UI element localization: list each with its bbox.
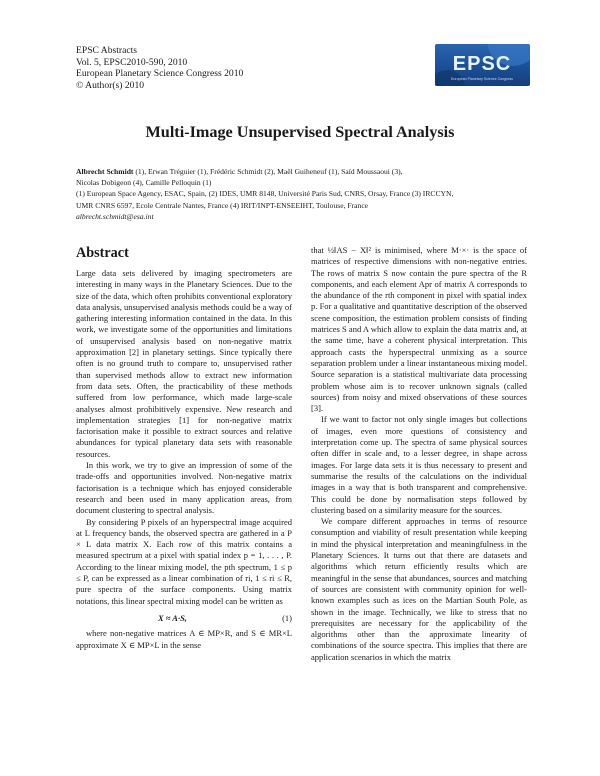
left-paragraph-3: By considering P pixels of an hyperspectral image acquired at L frequency bands, the observed spectra are gathered in a P × L data matrix X. Each row of this matrix contains a measured spectrum at a pixel with spatial index p = 1, . . . , P. According to the linear mixing model, the pth spectrum, 1 ≤ p ≤ P, can be expressed as a linear combination of ri, 1 ≤ ri ≤ R, pure spectra of the surface components. Using matrix notations, this linear spectral mixing model can be written as xyxy=(76,516,292,606)
equation-1 xyxy=(76,613,292,624)
publication-header xyxy=(76,45,243,91)
left-paragraph-2: In this work, we try to give an impression of some of the trade-offs and opportunities involved. Non-negative matrix factorisation is a technique which has enjoyed considerable research and been used in many application areas, from document clustering to spectral analysis. xyxy=(76,460,292,516)
lead-author: Albrecht Schmidt xyxy=(76,167,134,176)
header-line-congress: European Planetary Science Congress 2010 xyxy=(76,68,244,80)
affiliation-line-2: UMR CNRS 6597, Ecole Centrale Nantes, France (4) IRIT/INPT-ENSEEIHT, Toulouse, France xyxy=(76,200,369,210)
left-column xyxy=(76,268,292,651)
author-block xyxy=(76,166,528,222)
logo-wordmark: EPSC xyxy=(452,53,512,75)
header-line-copyright: © Author(s) 2010 xyxy=(76,79,145,91)
right-column xyxy=(311,245,527,663)
header-line-journal: EPSC Abstracts xyxy=(76,45,138,56)
right-paragraph-2: If we want to factor not only single images but collections of images, even more questions of consistency and interpretation come up. The spectra of same physical sources often differ in scale and, to a lesser degree, in shape across images. For large data sets it is thus necessary to present and summarise the results of the calculations on the individual images in a way that is both transparent and comprehensive. This could be done by normalisation steps followed by clustering based on a similarity measure for the sources. xyxy=(311,414,527,515)
right-paragraph-1: that ½‖AS − X‖² is minimised, where M·×· is the space of matrices of respective dimensions with non-negative entries. The rows of matrix S now contain the pure spectra of the R components, and each element Apr of matrix A corresponds to the abundance of the rth component in pixel with spatial index p. For a qualitative and quantitative description of the observed scene composition, the estimation problem consists of finding matrices S and A which allow to explain the data matrix and, at the same time, have a coherent physical interpretation. This approach casts the hyperspectral unmixing as a source separation problem under a linear instantaneous mixing model. Source separation is a statistical multivariate data processing problem whose aim is to recover unknown signals (called sources) from noisy and mixed observations of these sources [3]. xyxy=(311,245,527,414)
abstract-heading: Abstract xyxy=(76,245,129,261)
epsc-logo xyxy=(435,44,530,86)
logo-subtext: European Planetary Science Congress xyxy=(451,77,513,81)
left-paragraph-1: Large data sets delivered by imaging spectrometers are interesting in many ways in the Planetary Sciences. Due to the size of the data, which often prohibits conventional exploratory data analysis, unsupervised analysis methods could be a way of gathering interesting information contained in the data. In this work, we investigate some of the opportunities and limitations of unsupervised analysis based on non-negative matrix approximation [2] in planetary settings. Since typically there often is no ground truth to compare to, unsupervised rather than supervised methods allow to extract new information from data sets. Often, the practicability of these methods suffered from low performance, which made large-scale analyses almost prohibitively expensive. New research and implementation strategies [1] for non-negative matrix factorisation make it possible to extract sources and relative abundances for typical planetary data sets with reasonable resources. xyxy=(76,268,292,459)
author-line-2: Nicolas Dobigeon (4), Camille Pelloquin (1) xyxy=(76,178,212,188)
author-line-1 xyxy=(76,166,528,177)
left-paragraph-4: where non-negative matrices A ∈ MP×R, and S ∈ MR×L approximate X ∈ MP×L in the sense xyxy=(76,628,292,650)
coauthors-1: (1), Erwan Tréguier (1), Frédéric Schmidt (2), Maël Guiheneuf (1), Saïd Moussaoui (3), xyxy=(133,167,403,176)
equation-expression: X ≈ A·S, xyxy=(158,612,187,623)
header-line-volume: Vol. 5, EPSC2010-590, 2010 xyxy=(76,56,188,68)
contact-email[interactable]: albrecht.schmidt@esa.int xyxy=(76,211,154,221)
equation-number: (1) xyxy=(282,612,292,623)
right-paragraph-3: We compare different approaches in terms of resource consumption and viability of result presentation while keeping in mind the physical interpretation and meaningfulness in the Planetary Sciences. It turns out that there are datasets and algorithms which return efficiently results which are meaningful in the sense that abundances, sources and matching of sources are consistent with community opinion for well-known examples such as ices on the Martian South Pole, as shown in the image. Technically, we like to stress that no prerequisites are necessary for the applicability of the algorithms other than the approximate linearity of combinations of the source spectra. This implies that there are application scenarios in which the matrix xyxy=(311,516,527,662)
affiliation-line-1: (1) European Space Agency, ESAC, Spain, (2) IDES, UMR 8148, Université Paris Sud, CNRS, Orsay, France (3) IRCCYN, xyxy=(76,189,454,199)
paper-title: Multi-Image Unsupervised Spectral Analysis xyxy=(145,123,455,141)
